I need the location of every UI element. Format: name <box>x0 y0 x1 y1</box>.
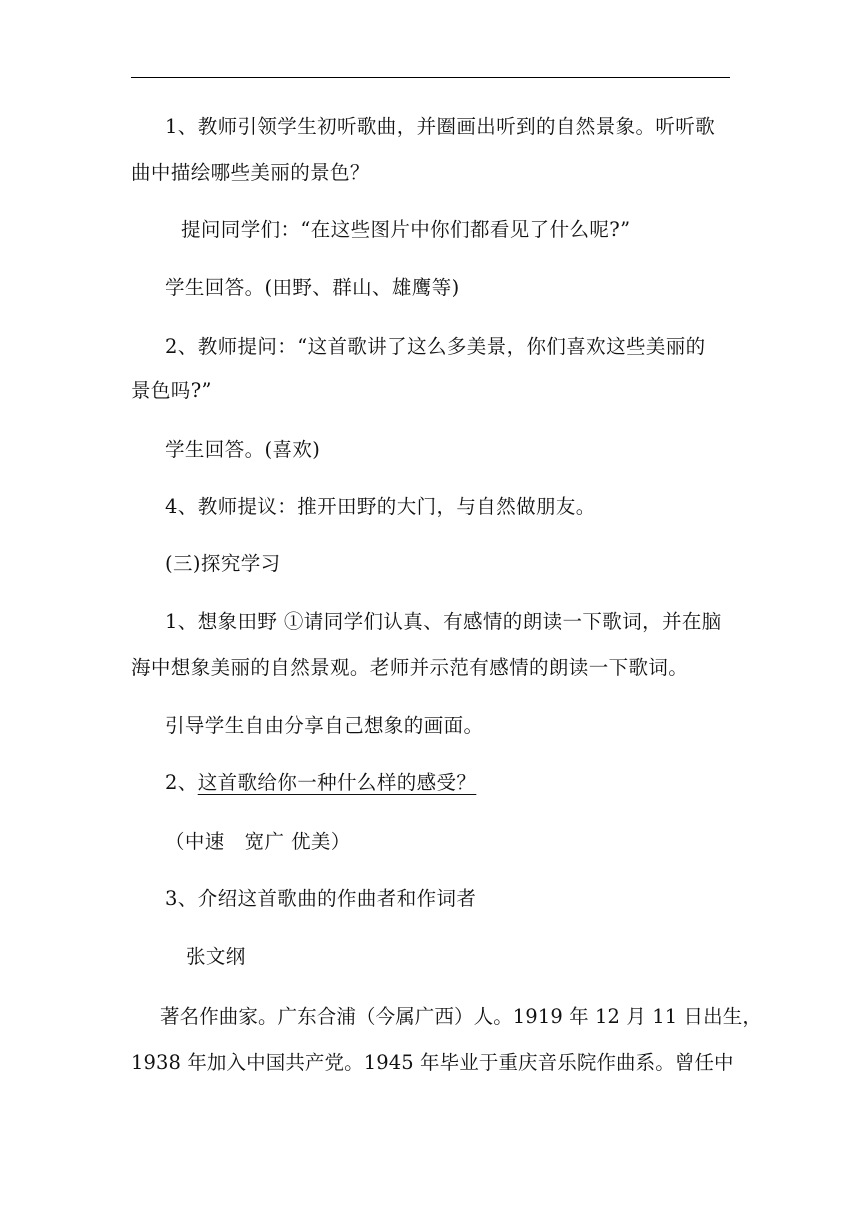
paragraph-9: 引导学生自由分享自己想象的画面。 <box>165 714 484 737</box>
paragraph-10-prefix: 2、 <box>165 771 198 794</box>
paragraph-2: 提问同学们：“在这些图片中你们都看见了什么呢?” <box>181 218 631 241</box>
paragraph-11: （中速 宽广 优美） <box>165 830 351 853</box>
paragraph-1-line-1: 1、教师引领学生初听歌曲，并圈画出听到的自然景象。听听歌 <box>165 115 716 138</box>
paragraph-4-line-2: 景色吗?” <box>131 379 212 402</box>
paragraph-3: 学生回答。(田野、群山、雄鹰等) <box>165 276 460 299</box>
composer-name: 张文纲 <box>186 945 246 968</box>
paragraph-14-line-1: 著名作曲家。广东合浦（今属广西）人。1919 年 12 月 11 日出生， <box>160 1005 762 1028</box>
paragraph-14-line-2: 1938 年加入中国共产党。1945 年毕业于重庆音乐院作曲系。曾任中 <box>131 1051 734 1074</box>
paragraph-10 <box>165 770 765 796</box>
underlined-question: 这首歌给你一种什么样的感受？ <box>197 771 477 794</box>
paragraph-8-line-2: 海中想象美丽的自然景观。老师并示范有感情的朗读一下歌词。 <box>131 656 689 679</box>
paragraph-8-line-1: 1、想象田野 ①请同学们认真、有感情的朗读一下歌词，并在脑 <box>165 610 722 633</box>
paragraph-1-line-2: 曲中描绘哪些美丽的景色？ <box>131 161 370 184</box>
paragraph-12: 3、介绍这首歌曲的作曲者和作词者 <box>165 887 477 910</box>
paragraph-6: 4、教师提议：推开田野的大门，与自然做朋友。 <box>165 495 596 518</box>
header-rule <box>131 77 730 78</box>
paragraph-5: 学生回答。(喜欢) <box>165 438 321 461</box>
section-heading: (三)探究学习 <box>165 552 281 575</box>
paragraph-4-line-1: 2、教师提问：“这首歌讲了这么多美景，你们喜欢这些美丽的 <box>165 335 706 358</box>
